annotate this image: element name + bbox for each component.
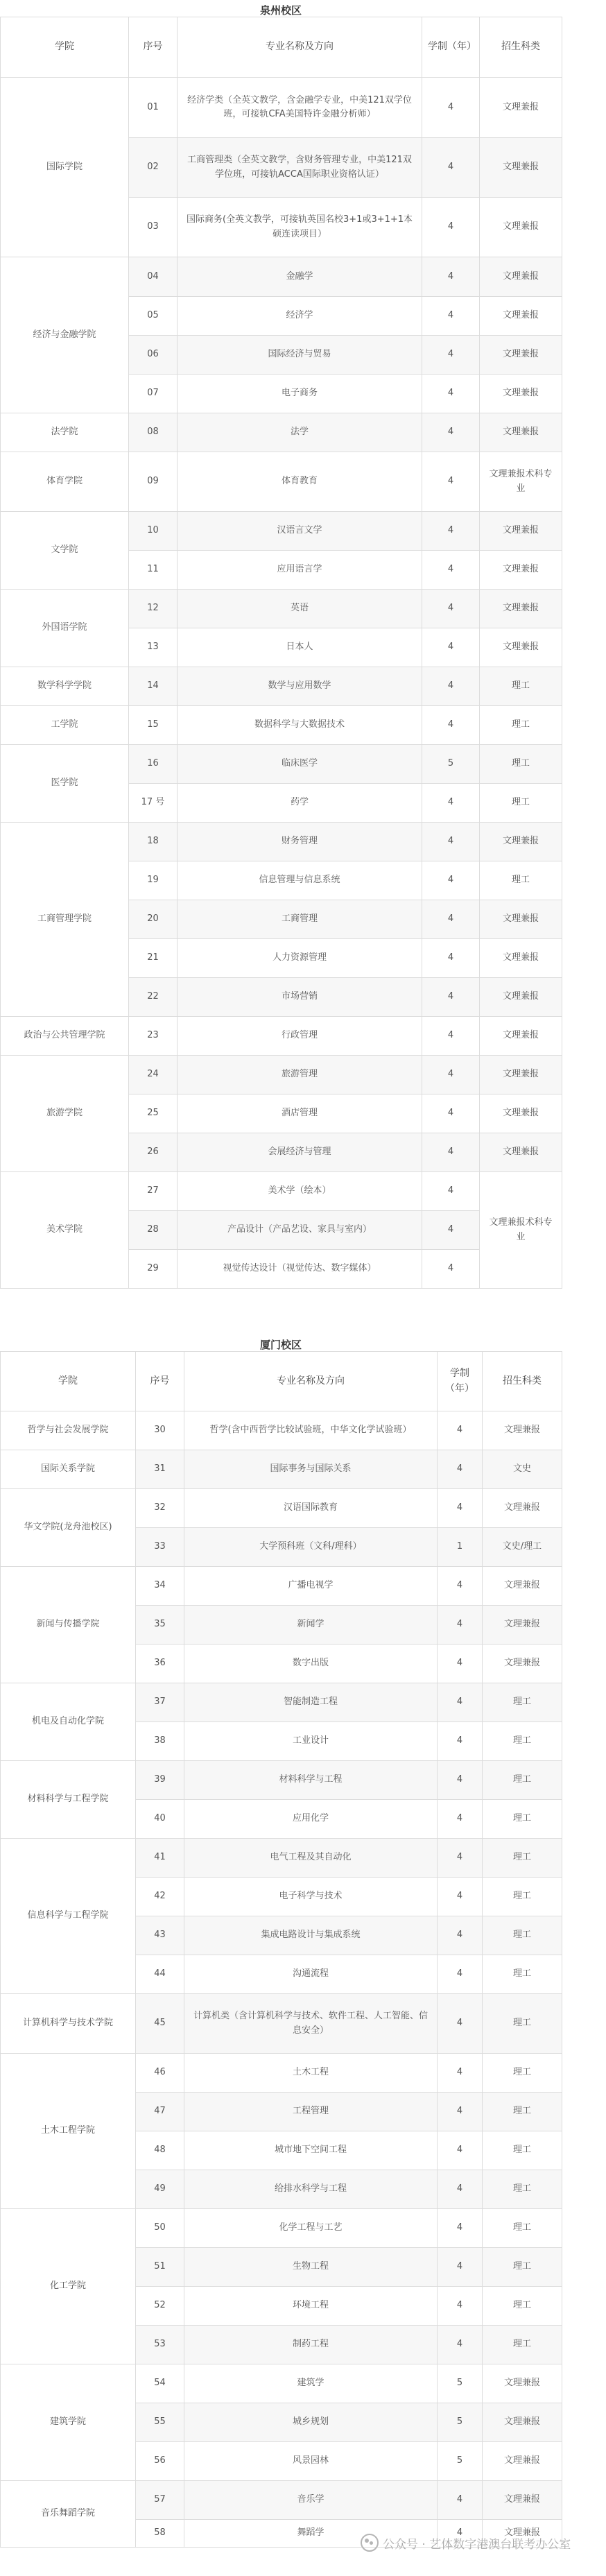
category-cell: 文理兼报: [480, 590, 562, 628]
major-name: 应用化学: [184, 1800, 438, 1839]
row-number: 52: [136, 2287, 184, 2326]
major-name: 沟通流程: [184, 1955, 438, 1994]
row-number: 44: [136, 1955, 184, 1994]
table-row: [1, 2209, 562, 2248]
header-duration: 学制（年）: [422, 17, 480, 78]
college-cell: 机电及自动化学院: [1, 1683, 136, 1761]
category-cell: 文理兼报: [480, 138, 562, 198]
row-number: 04: [129, 257, 178, 297]
category-cell: 理工: [483, 1878, 562, 1916]
table-row: [1, 1017, 562, 1056]
major-name: 国际商务(全英文教学，可接轨英国名校3+1或3+1+1本硕连读项目）: [178, 198, 422, 257]
row-number: 47: [136, 2093, 184, 2131]
category-cell: 理工: [483, 1916, 562, 1955]
category-cell: 文理兼报: [480, 78, 562, 138]
table-row: [1, 512, 562, 551]
row-number: 39: [136, 1761, 184, 1800]
duration-cell: 4: [438, 1955, 483, 1994]
row-number: 24: [129, 1056, 178, 1094]
category-cell: 理工: [480, 667, 562, 706]
category-cell: 文理兼报: [480, 1056, 562, 1094]
duration-cell: 4: [438, 2326, 483, 2364]
duration-cell: 4: [438, 1606, 483, 1645]
duration-cell: 4: [422, 375, 480, 413]
row-number: 05: [129, 297, 178, 336]
duration-cell: 4: [438, 1800, 483, 1839]
duration-cell: 4: [438, 1450, 483, 1489]
duration-cell: 4: [422, 1211, 480, 1250]
college-cell: 化工学院: [1, 2209, 136, 2364]
category-cell: 文理兼报: [480, 823, 562, 861]
duration-cell: 4: [422, 452, 480, 512]
row-number: 31: [136, 1450, 184, 1489]
category-cell: 文理兼报: [480, 1094, 562, 1133]
category-cell: 文理兼报: [480, 978, 562, 1017]
college-cell: 旅游学院: [1, 1056, 129, 1172]
row-number: 54: [136, 2364, 184, 2403]
major-name: 汉语国际教育: [184, 1489, 438, 1528]
duration-cell: 4: [438, 2170, 483, 2209]
category-cell: 文理兼报: [483, 2520, 562, 2548]
category-cell: 文理兼报: [483, 1645, 562, 1683]
major-name: 酒店管理: [178, 1094, 422, 1133]
table-row: [1, 706, 562, 745]
header-no: 序号: [136, 1352, 184, 1411]
table-row: [1, 1839, 562, 1878]
row-number: 35: [136, 1606, 184, 1645]
college-cell: 经济与金融学院: [1, 257, 129, 413]
category-cell: 理工: [483, 2170, 562, 2209]
duration-cell: 4: [422, 1056, 480, 1094]
college-cell: 外国语学院: [1, 590, 129, 667]
row-number: 03: [129, 198, 178, 257]
duration-cell: 4: [422, 78, 480, 138]
table-row: [1, 78, 562, 138]
row-number: 33: [136, 1528, 184, 1567]
table-row: [1, 2364, 562, 2403]
major-name: 会展经济与管理: [178, 1133, 422, 1172]
category-cell: 文理兼报: [480, 257, 562, 297]
category-cell: 理工: [483, 2054, 562, 2093]
category-cell: 理工: [483, 1722, 562, 1761]
college-cell: 土木工程学院: [1, 2054, 136, 2209]
row-number: 06: [129, 336, 178, 375]
row-number: 02: [129, 138, 178, 198]
duration-cell: 4: [422, 1094, 480, 1133]
row-number: 07: [129, 375, 178, 413]
major-name: 城市地下空间工程: [184, 2131, 438, 2170]
duration-cell: 4: [422, 861, 480, 900]
category-cell: 文理兼报: [480, 198, 562, 257]
category-cell: 理工: [480, 784, 562, 823]
major-name: 哲学(含中西哲学比较试验班，中华文化学试验班）: [184, 1411, 438, 1450]
major-name: 舞蹈学: [184, 2520, 438, 2548]
row-number: 38: [136, 1722, 184, 1761]
major-name: 工商管理: [178, 900, 422, 939]
category-cell: 文理兼报: [480, 551, 562, 590]
category-cell: 文史: [483, 1450, 562, 1489]
college-cell: 医学院: [1, 745, 129, 823]
category-cell: 文理兼报: [480, 1133, 562, 1172]
duration-cell: 4: [422, 900, 480, 939]
row-number: 42: [136, 1878, 184, 1916]
duration-cell: 4: [422, 1133, 480, 1172]
college-cell: 法学院: [1, 413, 129, 452]
college-cell: 计算机科学与技术学院: [1, 1994, 136, 2054]
college-cell: 建筑学院: [1, 2364, 136, 2481]
major-name: 数学与应用数学: [178, 667, 422, 706]
major-name: 风景园林: [184, 2442, 438, 2481]
category-cell: 理工: [480, 706, 562, 745]
table-row: [1, 1994, 562, 2054]
table-row: [1, 2481, 562, 2520]
table-row: [1, 1056, 562, 1094]
row-number: 28: [129, 1211, 178, 1250]
major-name: 美术学（绘本）: [178, 1172, 422, 1211]
row-number: 21: [129, 939, 178, 978]
category-cell: 理工: [483, 2248, 562, 2287]
category-cell: 文理兼报: [480, 1017, 562, 1056]
duration-cell: 4: [438, 1761, 483, 1800]
major-name: 新闻学: [184, 1606, 438, 1645]
table-row: [1, 1489, 562, 1528]
row-number: 18: [129, 823, 178, 861]
duration-cell: 4: [438, 1916, 483, 1955]
duration-cell: 4: [422, 1250, 480, 1289]
major-name: 土木工程: [184, 2054, 438, 2093]
row-number: 34: [136, 1567, 184, 1606]
major-name: 行政管理: [178, 1017, 422, 1056]
duration-cell: 4: [422, 706, 480, 745]
table-row: [1, 413, 562, 452]
table-row: [1, 257, 562, 297]
xiamen-enrollment-table: [0, 1351, 562, 2548]
college-cell: 数学科学学院: [1, 667, 129, 706]
duration-cell: 4: [422, 336, 480, 375]
category-cell: 理工: [483, 2131, 562, 2170]
table-row: [1, 823, 562, 861]
college-cell: 美术学院: [1, 1172, 129, 1289]
category-cell: 文理兼报: [480, 375, 562, 413]
college-cell: 哲学与社会发展学院: [1, 1411, 136, 1450]
major-name: 城乡规划: [184, 2403, 438, 2442]
major-name: 日本人: [178, 628, 422, 667]
table-row: [1, 1172, 562, 1211]
duration-cell: 5: [438, 2364, 483, 2403]
duration-cell: 4: [438, 1411, 483, 1450]
category-cell: 理工: [483, 1955, 562, 1994]
category-cell: 理工: [483, 1994, 562, 2054]
category-cell: 文理兼报: [480, 628, 562, 667]
row-number: 29: [129, 1250, 178, 1289]
major-name: 国际事务与国际关系: [184, 1450, 438, 1489]
duration-cell: 4: [438, 2287, 483, 2326]
major-name: 工商管理类（全英文教学，含财务管理专业，中美121双学位班，可接轨ACCA国际职业资格认证）: [178, 138, 422, 198]
category-cell: 理工: [483, 2093, 562, 2131]
category-cell: 理工: [483, 2209, 562, 2248]
college-cell: 文学院: [1, 512, 129, 590]
row-number: 49: [136, 2170, 184, 2209]
row-number: 30: [136, 1411, 184, 1450]
category-cell: 文理兼报: [483, 1489, 562, 1528]
major-name: 汉语言文学: [178, 512, 422, 551]
category-cell: 文史/理工: [483, 1528, 562, 1567]
table-row: [1, 1761, 562, 1800]
major-name: 法学: [178, 413, 422, 452]
row-number: 27: [129, 1172, 178, 1211]
major-name: 视觉传达设计（视觉传达、数字媒体）: [178, 1250, 422, 1289]
row-number: 48: [136, 2131, 184, 2170]
duration-cell: 4: [422, 1017, 480, 1056]
row-number: 22: [129, 978, 178, 1017]
row-number: 09: [129, 452, 178, 512]
category-cell: 文理兼报: [483, 1411, 562, 1450]
major-name: 市场营销: [178, 978, 422, 1017]
major-name: 英语: [178, 590, 422, 628]
duration-cell: 4: [438, 2248, 483, 2287]
college-cell: 国际学院: [1, 78, 129, 257]
row-number: 11: [129, 551, 178, 590]
row-number: 45: [136, 1994, 184, 2054]
duration-cell: 4: [438, 1645, 483, 1683]
major-name: 音乐学: [184, 2481, 438, 2520]
duration-cell: 4: [422, 512, 480, 551]
duration-cell: 4: [422, 628, 480, 667]
category-cell: 理工: [483, 1800, 562, 1839]
duration-cell: 4: [422, 413, 480, 452]
college-cell: 体育学院: [1, 452, 129, 512]
row-number: 19: [129, 861, 178, 900]
row-number: 58: [136, 2520, 184, 2548]
major-name: 财务管理: [178, 823, 422, 861]
category-cell: 文理兼报: [480, 900, 562, 939]
header-major: 专业名称及方向: [184, 1352, 438, 1411]
major-name: 计算机类（含计算机科学与技术、软件工程、人工智能、信息安全）: [184, 1994, 438, 2054]
category-cell: 文理兼报: [480, 336, 562, 375]
duration-cell: 4: [422, 1172, 480, 1211]
header-category: 招生科类: [483, 1352, 562, 1411]
header-category: 招生科类: [480, 17, 562, 78]
watermark-text: 公众号 · 艺体数字港澳台联考办公室: [383, 2537, 571, 2552]
major-name: 人力资源管理: [178, 939, 422, 978]
major-name: 国际经济与贸易: [178, 336, 422, 375]
row-number: 13: [129, 628, 178, 667]
duration-cell: 5: [438, 2442, 483, 2481]
row-number: 37: [136, 1683, 184, 1722]
duration-cell: 4: [422, 784, 480, 823]
major-name: 生物工程: [184, 2248, 438, 2287]
duration-cell: 4: [438, 1839, 483, 1878]
category-cell: 文理兼报: [480, 939, 562, 978]
college-cell: 工商管理学院: [1, 823, 129, 1017]
category-cell: 理工: [480, 861, 562, 900]
duration-cell: 4: [438, 2131, 483, 2170]
major-name: 集成电路设计与集成系统: [184, 1916, 438, 1955]
header-college: 学院: [1, 17, 129, 78]
duration-cell: 4: [422, 939, 480, 978]
major-name: 化学工程与工艺: [184, 2209, 438, 2248]
row-number: 57: [136, 2481, 184, 2520]
category-cell: 理工: [483, 2287, 562, 2326]
major-name: 金融学: [178, 257, 422, 297]
duration-cell: 4: [438, 2054, 483, 2093]
header-no: 序号: [129, 17, 178, 78]
row-number: 53: [136, 2326, 184, 2364]
row-number: 15: [129, 706, 178, 745]
major-name: 产品设计（产品艺设、家具与室内）: [178, 1211, 422, 1250]
major-name: 药学: [178, 784, 422, 823]
category-cell: 文理兼报: [483, 1606, 562, 1645]
category-cell: 文理兼报: [483, 2442, 562, 2481]
duration-cell: 4: [422, 667, 480, 706]
row-number: 16: [129, 745, 178, 784]
major-name: 工程管理: [184, 2093, 438, 2131]
college-cell: 音乐舞蹈学院: [1, 2481, 136, 2548]
duration-cell: 4: [438, 1489, 483, 1528]
major-name: 经济学: [178, 297, 422, 336]
header-major: 专业名称及方向: [178, 17, 422, 78]
row-number: 50: [136, 2209, 184, 2248]
header-college: 学院: [1, 1352, 136, 1411]
wechat-icon: [361, 2534, 379, 2552]
major-name: 建筑学: [184, 2364, 438, 2403]
table-row: [1, 452, 562, 512]
major-name: 数据科学与大数据技术: [178, 706, 422, 745]
category-cell: 理工: [483, 1683, 562, 1722]
duration-cell: 4: [422, 198, 480, 257]
category-cell: 文理兼报: [480, 512, 562, 551]
college-cell: 华文学院(龙舟池校区): [1, 1489, 136, 1567]
duration-cell: 4: [438, 1722, 483, 1761]
major-name: 给排水科学与工程: [184, 2170, 438, 2209]
duration-cell: 4: [438, 2093, 483, 2131]
category-cell: 文理兼报: [483, 1567, 562, 1606]
table-row: [1, 2054, 562, 2093]
category-cell: 文理兼报: [480, 297, 562, 336]
category-cell: 理工: [483, 2326, 562, 2364]
duration-cell: 4: [438, 1994, 483, 2054]
duration-cell: 5: [422, 745, 480, 784]
duration-cell: 4: [422, 590, 480, 628]
major-name: 智能制造工程: [184, 1683, 438, 1722]
college-cell: 国际关系学院: [1, 1450, 136, 1489]
row-number: 51: [136, 2248, 184, 2287]
table-row: [1, 667, 562, 706]
table-row: [1, 1567, 562, 1606]
duration-cell: 4: [438, 2520, 483, 2548]
major-name: 电气工程及其自动化: [184, 1839, 438, 1878]
row-number: 23: [129, 1017, 178, 1056]
major-name: 经济学类（全英文教学，含金融学专业，中美121双学位班，可接轨CFA美国特许金融分析师）: [178, 78, 422, 138]
major-name: 制药工程: [184, 2326, 438, 2364]
row-number: 56: [136, 2442, 184, 2481]
row-number: 43: [136, 1916, 184, 1955]
row-number: 40: [136, 1800, 184, 1839]
row-number: 32: [136, 1489, 184, 1528]
duration-cell: 4: [422, 138, 480, 198]
major-name: 旅游管理: [178, 1056, 422, 1094]
duration-cell: 4: [438, 1683, 483, 1722]
table-row: [1, 1411, 562, 1450]
table-row: [1, 745, 562, 784]
category-cell: 理工: [480, 745, 562, 784]
major-name: 材料科学与工程: [184, 1761, 438, 1800]
duration-cell: 4: [438, 2209, 483, 2248]
header-duration: 学制（年）: [438, 1352, 483, 1411]
row-number: 08: [129, 413, 178, 452]
category-cell: 文理兼报: [483, 2481, 562, 2520]
xiamen-campus-title: 厦门校区: [259, 1339, 302, 1351]
duration-cell: 4: [438, 2481, 483, 2520]
major-name: 环境工程: [184, 2287, 438, 2326]
duration-cell: 4: [422, 297, 480, 336]
table-row: [1, 1450, 562, 1489]
major-name: 应用语言学: [178, 551, 422, 590]
watermark: [361, 2533, 596, 2552]
row-number: 26: [129, 1133, 178, 1172]
category-cell: 文理兼报术科专业: [480, 452, 562, 512]
major-name: 电子科学与技术: [184, 1878, 438, 1916]
row-number: 36: [136, 1645, 184, 1683]
category-cell: 文理兼报: [483, 2364, 562, 2403]
major-name: 数字出版: [184, 1645, 438, 1683]
college-cell: 工学院: [1, 706, 129, 745]
row-number: 01: [129, 78, 178, 138]
category-cell: 文理兼报: [480, 413, 562, 452]
row-number: 10: [129, 512, 178, 551]
category-cell: 理工: [483, 1839, 562, 1878]
category-cell: 理工: [483, 1761, 562, 1800]
college-cell: 政治与公共管理学院: [1, 1017, 129, 1056]
quanzhou-enrollment-table: [0, 17, 562, 1289]
duration-cell: 5: [438, 2403, 483, 2442]
major-name: 体育教育: [178, 452, 422, 512]
duration-cell: 4: [438, 1567, 483, 1606]
major-name: 广播电视学: [184, 1567, 438, 1606]
duration-cell: 4: [422, 551, 480, 590]
row-number: 25: [129, 1094, 178, 1133]
row-number: 46: [136, 2054, 184, 2093]
college-cell: 信息科学与工程学院: [1, 1839, 136, 1994]
college-cell: 新闻与传播学院: [1, 1567, 136, 1683]
row-number: 55: [136, 2403, 184, 2442]
row-number: 20: [129, 900, 178, 939]
row-number: 12: [129, 590, 178, 628]
table-row: [1, 590, 562, 628]
row-number: 14: [129, 667, 178, 706]
major-name: 信息管理与信息系统: [178, 861, 422, 900]
duration-cell: 1: [438, 1528, 483, 1567]
row-number: 41: [136, 1839, 184, 1878]
category-cell: 文理兼报: [483, 2403, 562, 2442]
duration-cell: 4: [438, 1878, 483, 1916]
row-number: 17 号: [129, 784, 178, 823]
college-cell: 材料科学与工程学院: [1, 1761, 136, 1839]
major-name: 临床医学: [178, 745, 422, 784]
quanzhou-campus-title: 泉州校区: [259, 4, 302, 17]
major-name: 大学预科班（文科/理科）: [184, 1528, 438, 1567]
major-name: 电子商务: [178, 375, 422, 413]
duration-cell: 4: [422, 257, 480, 297]
duration-cell: 4: [422, 823, 480, 861]
category-cell: 文理兼报术科专业: [480, 1172, 562, 1289]
major-name: 工业设计: [184, 1722, 438, 1761]
duration-cell: 4: [422, 978, 480, 1017]
table-row: [1, 1683, 562, 1722]
